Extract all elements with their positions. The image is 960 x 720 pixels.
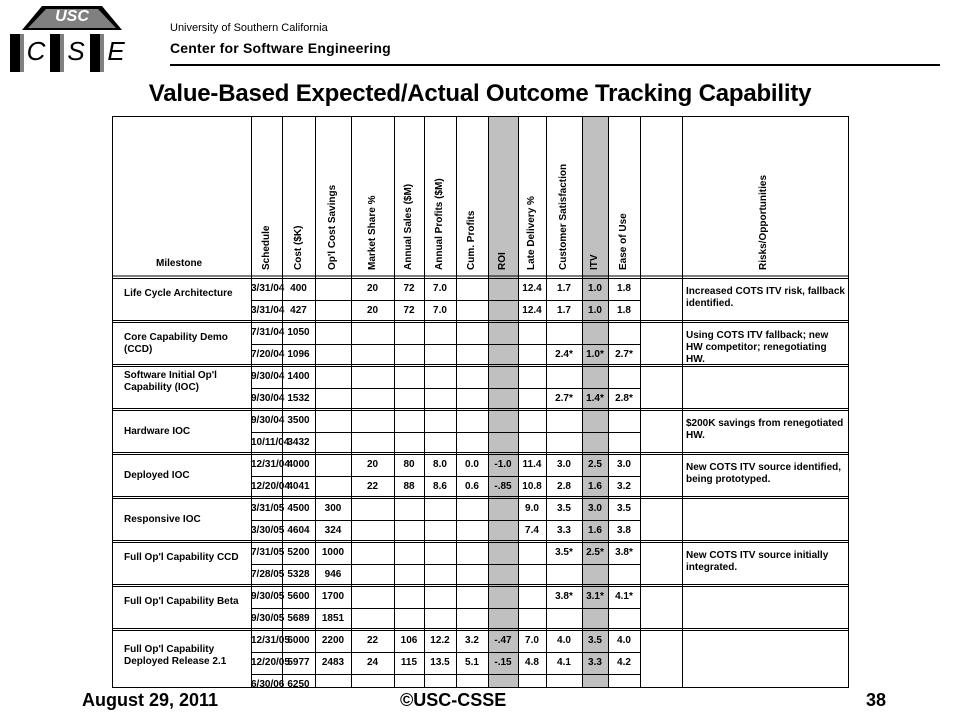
header-col-2: Op'l Cost Savings [327,184,338,270]
table-cell: 3/31/05 [251,503,285,514]
table-cell: 1400 [287,371,310,382]
logo-letter-s: S [67,36,85,66]
table-cell: 1.8 [617,305,631,316]
table-cell: 72 [403,283,415,294]
header-col-6: Cum. Profits [466,210,477,270]
header-col-10: ITV [589,254,600,270]
table-cell: 3/31/04 [251,283,285,294]
table-cell: 4.2 [617,657,631,668]
table-cell: 12.4 [522,283,542,294]
table-cell: 20 [366,459,379,470]
table-cell: 3.2 [617,481,631,492]
table-cell: 0.6 [465,481,479,492]
table-cell: 1851 [321,613,345,624]
table-cell: 8.6 [433,481,447,492]
table-cell: 20 [366,305,379,316]
table-cell: 3.0 [617,459,631,470]
table-cell: 88 [403,481,415,492]
table-cell: 3.0 [588,503,602,514]
slide-title: Value-Based Expected/Actual Outcome Tracking Capability [148,80,812,107]
table-cell: 12/20/05 [251,657,290,668]
cse-logo [8,6,136,74]
table-cell: 7.4 [525,525,539,536]
table-cell: 3.0 [557,459,571,470]
table-cell: 7/31/05 [251,547,285,558]
table-cell: 3.5 [557,503,571,514]
table-cell: 1000 [321,547,345,558]
header-col-5: Annual Profits ($M) [434,178,445,270]
table-cell: 3.1* [586,591,604,602]
risk-note: New COTS ITV source initially integrated. [686,550,829,573]
table-cell: 3.8* [555,591,573,602]
table-cell: 1.4* [586,393,604,404]
table-cell: 72 [403,305,415,316]
table-cell: 5689 [287,613,310,624]
table-cell: 4.1 [557,657,571,668]
table-cell: 12/20/04 [251,481,290,492]
header-col-9: Customer Satisfaction [558,163,569,270]
header-milestone: Milestone [156,258,203,269]
table-cell: 2.5 [588,459,602,470]
milestone-label: Deployed IOC [124,470,190,481]
table-cell: 7.0 [525,635,539,646]
milestone-label: Life Cycle Architecture [124,288,233,299]
risk-note: Using COTS ITV fallback; new HW competitor; renegotiating HW. [686,330,829,365]
table-cell: 2.5* [586,547,604,558]
table-cell: 3.3 [557,525,571,536]
table-cell: 80 [403,459,415,470]
milestone-label: Hardware IOC [124,426,191,437]
table-cell: 3.5 [617,503,631,514]
table-cell: 3.5* [555,547,573,558]
table-cell: 7/28/05 [251,569,285,580]
table-cell: 1.8 [617,283,631,294]
table-cell: 3.8 [617,525,631,536]
table-cell: 2483 [321,657,345,668]
milestone-label: Core Capability Demo (CCD) [124,332,228,355]
table-cell: 3.8* [615,547,633,558]
table-cell: 5.1 [465,657,479,668]
table-cell: -.15 [494,657,512,668]
header-col-1: Cost ($K) [292,225,304,270]
table-cell: 1.6 [588,525,602,536]
table-cell: 3/30/05 [251,525,285,536]
table-cell: 1532 [287,393,310,404]
header-col-0: Schedule [260,225,272,270]
header-col-4: Annual Sales ($M) [403,183,414,270]
table-cell: 9/30/05 [251,591,285,602]
table-cell: -1.0 [494,459,512,470]
table-cell: 2.7* [615,349,633,360]
logo-roof-text: USC [55,8,89,25]
table-cell: 5977 [287,657,310,668]
logo-letter-e: E [107,36,125,66]
table-cell: 4.8 [525,657,539,668]
table-cell: 1.7 [557,283,571,294]
table-cell: 6250 [287,679,310,690]
table-cell: 2.8 [557,481,571,492]
table-cell: 22 [366,481,379,492]
header-col-3: Market Share % [366,195,378,270]
header-risks: Risks/Opportunities [758,174,769,270]
center-name: Center for Software Engineering [170,40,391,56]
roi-column-shade [488,116,518,688]
header-col-8: Late Delivery % [526,196,537,270]
table-cell: 946 [324,569,342,580]
table-cell: 1.6 [588,481,602,492]
table-cell: 1096 [287,349,310,360]
table-cell: 400 [290,283,307,294]
table-cell: 24 [366,657,379,668]
table-cell: 5200 [287,547,310,558]
footer-date: August 29, 2011 [82,690,219,710]
milestone-label: Software Initial Op'l Capability (IOC) [124,370,217,393]
table-cell: 1.7 [557,305,571,316]
table-cell: 1700 [321,591,345,602]
table-cell: 12.4 [522,305,542,316]
table-cell: 4.0 [617,635,631,646]
risk-note: New COTS ITV source identified, being prototyped. [686,462,842,485]
table-cell: 10/11/04 [251,437,290,448]
table-cell: 7.0 [433,283,447,294]
header-col-11: Ease of Use [618,213,629,270]
milestone-label: Full Op'l Capability CCD [124,552,239,563]
milestone-label: Full Op'l Capability Deployed Release 2.1 [124,643,227,667]
table-cell: 3.5 [588,635,602,646]
table-cell: 3.2 [465,635,479,646]
footer-page-number: 38 [866,690,887,710]
header-col-7: ROI [497,252,508,270]
table-cell: 300 [324,503,342,514]
table-cell: 7/20/04 [251,349,285,360]
table-cell: 9.0 [525,503,539,514]
milestone-label: Responsive IOC [124,514,201,525]
table-cell: 3.3 [588,657,602,668]
table-cell: 20 [366,283,379,294]
table-cell: 4500 [287,503,310,514]
risk-note: Increased COTS ITV risk, fallback identified. [686,286,845,309]
table-cell: 4.0 [557,635,571,646]
table-cell: 9/30/05 [251,613,285,624]
header-divider [170,64,940,66]
table-cell: 4.1* [615,591,633,602]
table-cell: 5600 [287,591,310,602]
table-cell: 3432 [287,437,310,448]
table-cell: 13.5 [430,657,450,668]
risk-note: $200K savings from renegotiated HW. [686,418,844,441]
table-cell: 1050 [287,327,310,338]
table-cell: 10.8 [522,481,542,492]
table-cell: 12.2 [430,635,450,646]
table-cell: 3/31/04 [251,305,285,316]
table-cell: 427 [290,305,307,316]
table-cell: 2.8* [615,393,633,404]
table-cell: 9/30/04 [251,371,285,382]
logo-letter-c: C [26,36,46,66]
table-cell: 12/31/05 [251,635,290,646]
milestone-label: Full Op'l Capability Beta [124,596,239,607]
table-cell: 6/30/06 [251,679,285,690]
table-cell: 106 [400,635,418,646]
table-cell: 1.0 [588,283,602,294]
table-cell: 1.0 [588,305,602,316]
table-cell: 0.0 [465,459,479,470]
institution-name: University of Southern California [170,22,328,34]
table-cell: 115 [400,657,418,668]
table-cell: 8.0 [433,459,447,470]
table-cell: 9/30/04 [251,415,285,426]
table-cell: 4604 [287,525,310,536]
outcome-tracking-table [112,116,849,688]
table-cell: 1.0* [586,349,604,360]
table-cell: 5328 [287,569,310,580]
table-cell: 22 [366,635,379,646]
table-cell: 7/31/04 [251,327,285,338]
table-cell: 2200 [321,635,345,646]
table-cell: -.47 [494,635,512,646]
table-cell: 11.4 [522,459,542,470]
table-cell: 2.7* [555,393,573,404]
table-cell: 4000 [287,459,310,470]
table-cell: 3500 [287,415,310,426]
table-cell: 324 [324,525,342,536]
table-cell: 9/30/04 [251,393,285,404]
table-cell: -.85 [494,481,512,492]
table-cell: 2.4* [555,349,573,360]
table-cell: 7.0 [433,305,447,316]
footer-copyright: ©USC-CSSE [400,690,507,710]
table-cell: 6000 [287,635,310,646]
table-cell: 4041 [287,481,310,492]
table-cell: 12/31/04 [251,459,290,470]
